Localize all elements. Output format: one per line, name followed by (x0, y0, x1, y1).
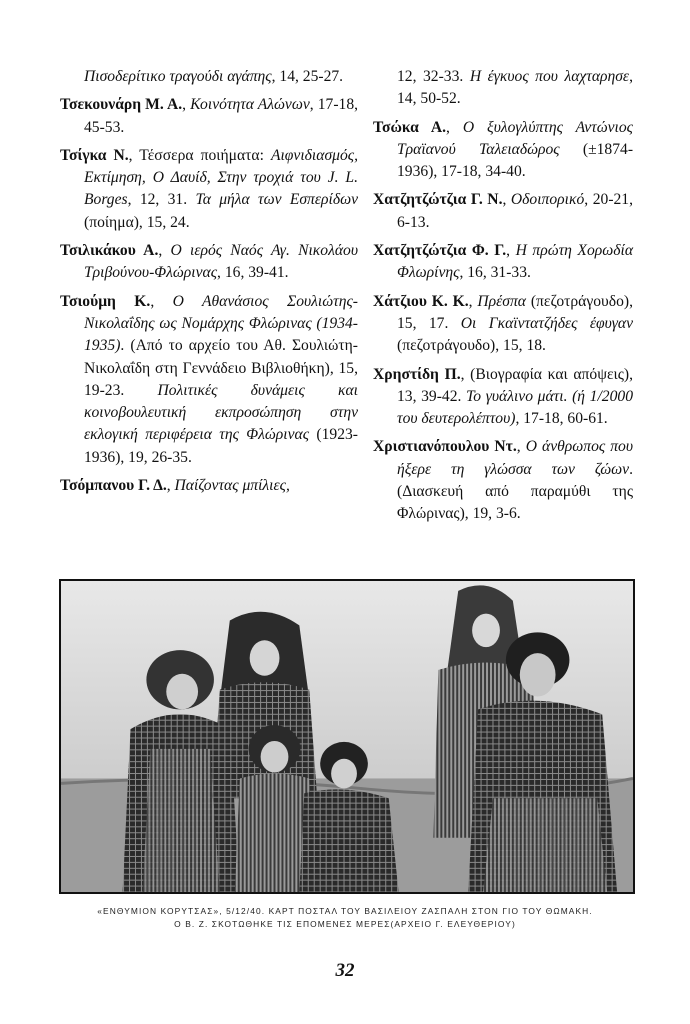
entry-title: Ο Αθανάσιος Σουλιώτης-Νικολαΐδης ως Νομάρχης Φλώρινας (1934-1935) (84, 292, 358, 355)
index-entry (60, 475, 358, 497)
index-column-left (60, 66, 358, 503)
index-entry (60, 66, 358, 88)
entry-title: Πισοδερίτικο τραγούδι αγάπης (84, 68, 272, 85)
entry-title: Οδοιπορικό (510, 191, 585, 209)
entry-text: , (516, 438, 526, 456)
entry-title: Ο άνθρωπος που ήξερε τη γλώσσα των ζώων (397, 438, 633, 478)
entry-text: 12, 32-33. (397, 68, 470, 85)
entry-text: , (Βιογραφία και απόψεις), 13, 39-42. (397, 365, 633, 405)
entry-text: (πεζοτράγουδο), 15, 17. (397, 292, 633, 332)
entry-text: . (Από το αρχείο του Αθ. Σουλιώτη-Νικολαΐδη στη Γεννάδειο Βιβλιοθήκη), 15, 19-23. (84, 337, 358, 399)
entry-text: , (502, 191, 511, 209)
entry-text: , 16, 39-41. (217, 264, 289, 282)
index-entry (373, 291, 633, 358)
entry-author: Τσιλικάκου Α. (60, 242, 159, 260)
entry-text: (πεζοτράγουδο), 15, 18. (397, 337, 546, 355)
entry-text: , (506, 242, 516, 260)
entry-author: Τσόμπανου Γ. Δ. (60, 477, 167, 495)
entry-text: , 12, 31. (127, 191, 196, 209)
entry-text: (ποίημα), 15, 24. (84, 213, 190, 231)
index-entry (373, 364, 633, 431)
entry-title: Οι Γκαϊντατζήδες έφυγαν (460, 314, 634, 332)
entry-text: , 14, 50-52. (397, 68, 633, 108)
photo-caption (40, 905, 650, 931)
entry-author: Χριστιανόπουλου Ντ. (373, 438, 517, 456)
index-column-right (373, 66, 633, 532)
entry-text: , 14, 25-27. (271, 68, 344, 85)
entry-text: , 17-18, 45-53. (84, 96, 359, 136)
index-entry (373, 66, 633, 111)
entry-title: Παίζοντας μπίλιες, (174, 477, 290, 495)
entry-author: Χατζητζώτζια Γ. Ν. (373, 191, 503, 209)
entry-text: , (446, 118, 463, 136)
entry-text: , 16, 31-33. (459, 264, 531, 282)
index-entry (60, 291, 358, 469)
index-entry (373, 189, 633, 234)
entry-title: Πολιτικές δυνάμεις και κοινοβουλευτική εκπροσώπηση στην εκλογική περιφέρεια της Φλώρινας (84, 381, 358, 444)
entry-text: (1923-1936), 19, 26-35. (84, 426, 358, 466)
entry-author: Χάτζιου Κ. Κ. (373, 292, 469, 310)
caption-line-2: Ο Β. Ζ. ΣΚΟΤΩΘΗΚΕ ΤΙΣ ΕΠΟΜΕΝΕΣ ΜΕΡΕΣ(ΑΡΧΕΙΟ Γ. ΕΛΕΥΘΕΡΙΟΥ) (174, 919, 516, 929)
entry-author: Χρηστίδη Π. (373, 365, 461, 383)
entry-title: Κοινότητα Αλώνων (190, 96, 310, 114)
entry-author: Τσίγκα Ν. (60, 146, 129, 164)
entry-text: , 17-18, 60-61. (515, 410, 608, 428)
entry-title: Τα μήλα των Εσπερίδων (195, 191, 358, 209)
entry-author: Τσώκα Α. (373, 118, 447, 136)
caption-line-1: «ΕΝΘΥΜΙΟΝ ΚΟΡΥΤΣΑΣ», 5/12/40. ΚΑΡΤ ΠΟΣΤΑΛ ΤΟΥ ΒΑΣΙΛΕΙΟΥ ΖΑΣΠΑΛΗ ΣΤΟΝ ΓΙΟ ΤΟΥ ΘΩΜΑΚΗ. (97, 906, 593, 916)
entry-text: , Τέσσερα ποιήματα: (128, 146, 271, 164)
entry-text: , (468, 292, 478, 310)
entry-title: Πρέσπα (477, 292, 526, 310)
historical-photograph (59, 579, 635, 894)
entry-title: Η έγκυος που λαχταρησε (469, 68, 630, 85)
entry-author: Τσεκουνάρη Μ. Α. (60, 96, 183, 114)
entry-title: Το γυάλινο μάτι. (ή 1/2000 του δευτερολέπτου) (397, 387, 633, 428)
page-number: 32 (335, 960, 355, 981)
index-entry (60, 240, 358, 285)
entry-text: , (182, 96, 191, 114)
index-entry (60, 145, 358, 234)
entry-title: Η πρώτη Χορωδία Φλωρίνης (397, 242, 634, 282)
index-entry (373, 117, 633, 184)
entry-text: , (158, 242, 171, 260)
entry-text: , (166, 477, 175, 495)
index-entry (373, 240, 633, 285)
entry-text: (±1874-1936), 17-18, 34-40. (397, 140, 634, 181)
entry-title: Αιφνιδιασμός, Εκτίμηση, Ο Δαυίδ, Στην τροχιά του J. L. Borges (84, 146, 358, 209)
entry-title: Ο ιερός Ναός Αγ. Νικολάου Τριβούνου-Φλώρινας (84, 242, 358, 282)
entry-author: Χατζητζώτζια Φ. Γ. (373, 242, 507, 260)
entry-author: Τσιούμη Κ. (60, 292, 151, 310)
entry-text: , (150, 292, 173, 310)
index-entry (373, 436, 633, 525)
entry-title: Ο ξυλογλύπτης Αντώνιος Τραϊανού Ταλειαδώρος (397, 118, 633, 158)
entry-text: , 20-21, 6-13. (397, 191, 634, 231)
photograph-icon (61, 581, 633, 892)
entry-text: . (Διασκευή από παραμύθι της Φλώρινας), 19, 3-6. (397, 460, 633, 523)
index-entry (60, 94, 358, 139)
